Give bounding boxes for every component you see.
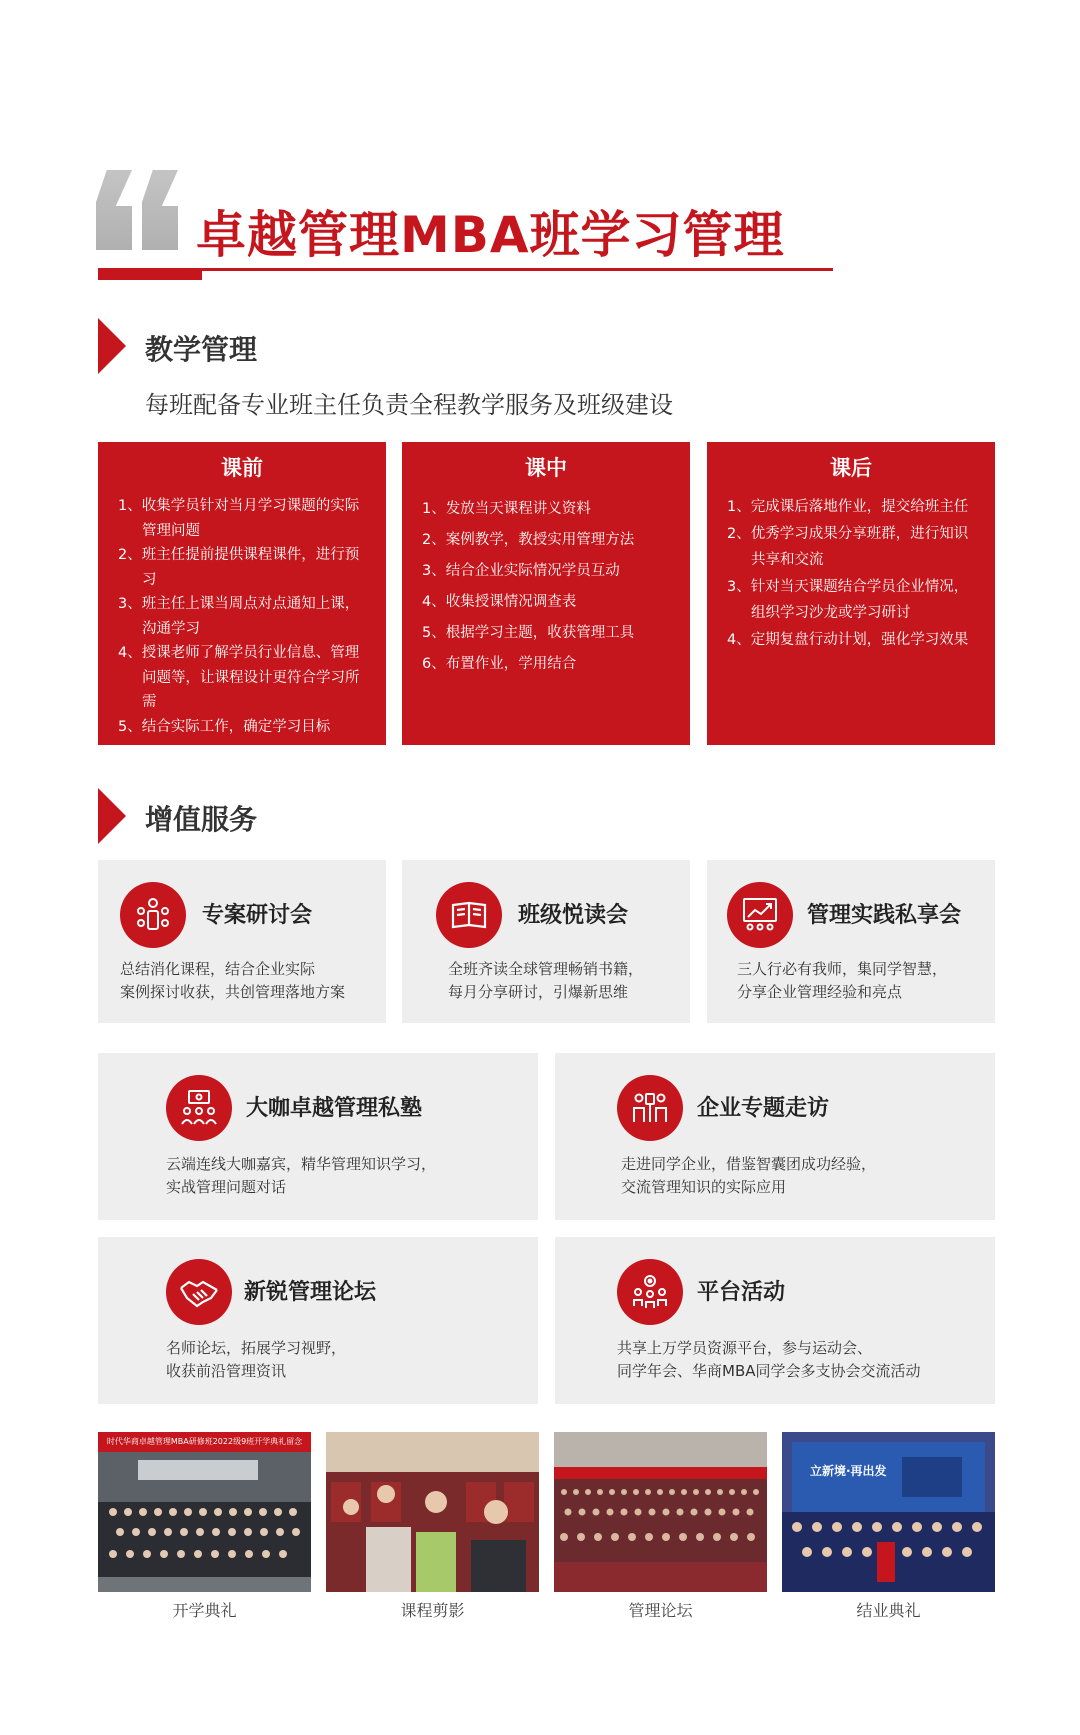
photo-caption: 课程剪影 (400, 1601, 465, 1620)
card-desc-line: 案例探讨收获，共创管理落地方案 (120, 983, 346, 1001)
auditorium-illustration (554, 1432, 767, 1592)
card-desc-line: 总结消化课程，结合企业实际 (120, 960, 316, 978)
list-item: 6、布置作业，学用结合 (422, 656, 577, 672)
list-item: 1、发放当天课程讲义资料 (422, 501, 591, 517)
card-title: 大咖卓越管理私塾 (246, 1096, 423, 1121)
handshake-icon (166, 1259, 232, 1325)
speaker-audience-icon (166, 1075, 232, 1141)
service-card (98, 1053, 538, 1220)
card-desc-line: 云端连线大咖嘉宾，精华管理知识学习， (166, 1155, 437, 1173)
service-card (555, 1053, 995, 1220)
card-desc-line: 三人行必有我师，集同学智慧， (737, 960, 948, 978)
list-item: 2、案例教学，教授实用管理方法 (422, 532, 635, 548)
box-title: 课前 (221, 456, 263, 480)
group-meeting-icon (120, 882, 186, 948)
photo-caption: 管理论坛 (628, 1601, 693, 1620)
section-marker-icon (98, 788, 126, 844)
card-title: 新锐管理论坛 (244, 1280, 377, 1305)
after-class-box (707, 442, 995, 745)
photo-class-scene (326, 1432, 539, 1592)
service-card (402, 860, 690, 1023)
card-desc-line: 每月分享研讨，引爆新思维 (448, 983, 629, 1001)
list-item: 1、收集学员针对当月学习课题的实际管理问题 (118, 498, 360, 539)
card-desc-line: 共享上万学员资源平台，参与运动会、 (617, 1339, 873, 1357)
card-desc-line: 走进同学企业，借鉴智囊团成功经验， (621, 1155, 877, 1173)
list-item: 4、授课老师了解学员行业信息、管理问题等，让课程设计更符合学习所需 (118, 645, 360, 710)
visit-discussion-icon (617, 1075, 683, 1141)
list-item: 5、根据学习主题，收获管理工具 (422, 625, 635, 641)
photo-management-forum (554, 1432, 767, 1592)
card-desc-line: 全班齐读全球管理畅销书籍， (448, 960, 644, 978)
service-card (707, 860, 995, 1023)
photo-opening-ceremony (98, 1432, 311, 1592)
title-underline (98, 268, 833, 271)
open-book-icon (436, 882, 502, 948)
box-title: 课中 (525, 456, 567, 480)
group-photo-illustration (98, 1432, 311, 1592)
card-desc-line: 交流管理知识的实际应用 (621, 1178, 787, 1196)
card-desc-line: 同学年会、华商MBA同学会多支协会交流活动 (617, 1362, 921, 1380)
growth-chart-icon (727, 882, 793, 948)
section-title-services: 增值服务 (145, 803, 258, 836)
before-class-box (98, 442, 386, 745)
service-card (98, 860, 386, 1023)
photo-caption: 开学典礼 (172, 1601, 237, 1620)
page-title: 卓越管理MBA班学习管理 (196, 206, 785, 264)
card-desc-line: 分享企业管理经验和亮点 (737, 983, 903, 1001)
list-item: 4、定期复盘行动计划，强化学习效果 (727, 631, 969, 648)
card-desc-line: 名师论坛，拓展学习视野， (166, 1339, 347, 1357)
list-item: 1、完成课后落地作业，提交给班主任 (727, 499, 969, 515)
quote-mark-icon (96, 170, 186, 250)
section-title-teaching: 教学管理 (145, 333, 258, 366)
photo-graduation (782, 1432, 995, 1592)
list-item: 4、收集授课情况调查表 (422, 594, 577, 610)
list-item: 3、班主任上课当周点对点通知上课，沟通学习 (118, 596, 360, 637)
list-item: 2、班主任提前提供课程课件，进行预习 (118, 547, 360, 588)
card-title: 管理实践私享会 (807, 903, 962, 928)
list-item: 2、优秀学习成果分享班群，进行知识共享和交流 (727, 525, 969, 568)
network-people-icon (617, 1259, 683, 1325)
card-title: 企业专题走访 (697, 1096, 830, 1121)
list-item: 5、结合实际工作，确定学习目标 (118, 718, 331, 735)
card-title: 专案研讨会 (202, 903, 313, 928)
service-card (555, 1237, 995, 1404)
photo-caption: 结业典礼 (856, 1601, 921, 1620)
section-subtitle-teaching: 每班配备专业班主任负责全程教学服务及班级建设 (145, 391, 673, 419)
photo-banner-text: 时代华商卓越管理MBA研修班2022级9班开学典礼留念 (98, 1432, 311, 1452)
card-desc-line: 实战管理问题对话 (166, 1178, 287, 1196)
title-accent-bar (98, 268, 202, 280)
section-marker-icon (98, 318, 126, 374)
list-item: 3、结合企业实际情况学员互动 (422, 563, 620, 579)
card-title: 班级悦读会 (518, 903, 629, 928)
classroom-illustration (326, 1432, 539, 1592)
graduation-illustration (782, 1432, 995, 1592)
card-desc-line: 收获前沿管理资讯 (166, 1362, 287, 1380)
list-item: 3、针对当天课题结合学员企业情况，组织学习沙龙或学习研讨 (727, 578, 969, 621)
backdrop-sign-text: 立新境·再出发 (810, 1464, 887, 1478)
box-title: 课后 (830, 456, 872, 480)
card-title: 平台活动 (697, 1280, 786, 1305)
during-class-box (402, 442, 690, 745)
service-card (98, 1237, 538, 1404)
